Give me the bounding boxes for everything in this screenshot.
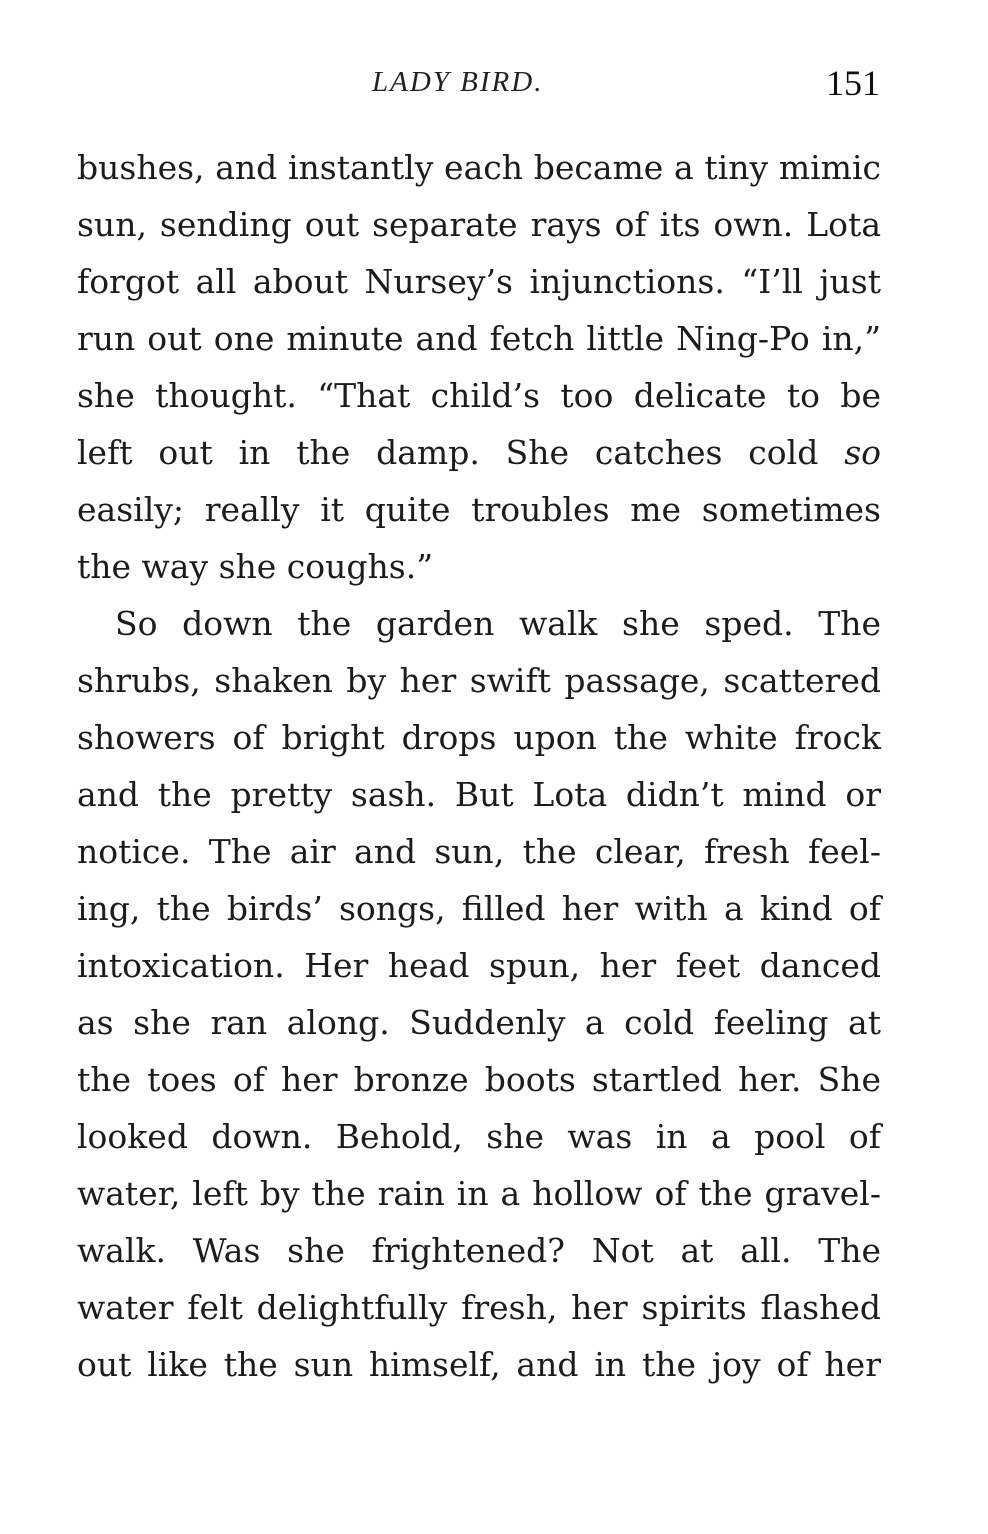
- text-line: So down the garden walk she sped. The: [115, 604, 881, 643]
- text-line: bushes, and instantly each became a tiny mimic: [77, 148, 881, 187]
- italic-word: so: [844, 433, 881, 472]
- text-line: intoxication. Her head spun, her feet danced: [77, 946, 881, 985]
- text-line: ing, the birds’ songs, filled her with a kind of: [77, 889, 881, 928]
- text-line: out like the sun himself, and in the joy of her: [77, 1345, 881, 1384]
- text-line: easily; really it quite troubles me sometimes: [77, 490, 881, 529]
- text-segment: left out in the damp. She catches cold: [77, 433, 819, 472]
- text-line: and the pretty sash. But Lota didn’t mind or: [77, 775, 881, 814]
- text-line: looked down. Behold, she was in a pool of: [77, 1117, 881, 1156]
- text-line: as she ran along. Suddenly a cold feeling at: [77, 1003, 881, 1042]
- paragraph-1: [77, 139, 881, 595]
- text-line: showers of bright drops upon the white frock: [77, 718, 881, 757]
- page-number: 151: [826, 63, 880, 103]
- paragraph-2: [77, 595, 881, 1393]
- text-line: sun, sending out separate rays of its own. Lota: [77, 205, 881, 244]
- text-line: notice. The air and sun, the clear, fresh feel-: [77, 832, 881, 871]
- text-line: the way she coughs.”: [77, 547, 434, 586]
- text-line: shrubs, shaken by her swift passage, scattered: [77, 661, 881, 700]
- text-line-with-italic: [77, 424, 881, 481]
- text-line: forgot all about Nursey’s injunctions. “I’ll just: [77, 262, 881, 301]
- running-title: LADY BIRD.: [372, 66, 544, 98]
- body-text: [77, 139, 881, 1393]
- text-line: she thought. “That child’s too delicate to be: [77, 376, 881, 415]
- text-line: the toes of her bronze boots startled her. She: [77, 1060, 881, 1099]
- text-line: water, left by the rain in a hollow of the gravel-: [77, 1174, 881, 1213]
- text-line: water felt delightfully fresh, her spirits flashed: [77, 1288, 881, 1327]
- text-line: run out one minute and fetch little Ning-Po in,”: [77, 319, 881, 358]
- text-line: walk. Was she frightened? Not at all. The: [77, 1231, 881, 1270]
